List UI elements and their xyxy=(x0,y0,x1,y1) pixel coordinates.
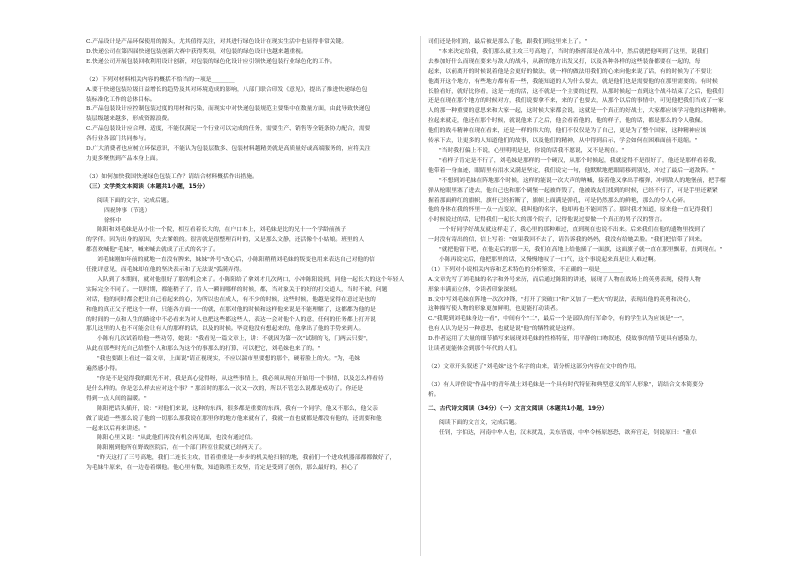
text-line: 析。 xyxy=(428,391,440,398)
text-line: 阅读下面的文字，完成后题。 xyxy=(97,197,173,204)
text-line: 人的那一种重要的意思来和大家一起，这时候大家都会说，这就是一个真正的好战士，大家都应该学习他的这种精神。 xyxy=(428,108,730,115)
text-line: 入队到了本期间，就对他很好了那的机会来了。小陈阳给了拿刘才几次两口，小冲陈阳说到，同他一起长大的这个年轻人 xyxy=(97,276,405,283)
text-line: "就把他留下吧，在他走后的那一天，我们在高地上给他插了一面旗，这面旗子就一直在那里飘着，直到现在。" xyxy=(439,247,723,254)
text-line: "昨天这打了三号高地，我们二连长主攻，冒着重重是一步步的机关枪扫射的地，我前们一个进攻机器部都都做好了， xyxy=(97,455,396,462)
text-line: D.快递公司在第四届快递包装创新大赛中获得奖项，对包装的绿色设计也越来越重视。 xyxy=(86,48,307,55)
text-line: 小陈有几次试着给他一些功劳，她说："我看见一篇文章上，讲：不就因为第一次"试制的飞，门两云只要"， xyxy=(97,336,372,343)
text-line: （2）下列对材料相关内容的概括不恰当的一项是________ xyxy=(86,76,235,83)
spacer xyxy=(428,373,776,381)
text-line: 得到一点人间的温暖。" xyxy=(86,395,147,402)
text-line: A.要于快递包装垃圾日益增长的趋势及其对环境造成的影响，八部门联合印发《意见》，提出了推进快递绿色包 xyxy=(86,86,368,93)
text-line: 陈阳心里又说："从此他们再没有机会再见面，也没有通过信。 xyxy=(97,435,257,442)
text-line: 握着那面鲜红的旗帜，旗杆已经折断了，旗帜上面满是弹孔，可是仍然那么的鲜艳，那么的令人心碎。 xyxy=(428,197,689,204)
spacer xyxy=(428,355,776,363)
text-line: 四祝钟事（节选） xyxy=(104,207,151,214)
text-line: 徐怀中 xyxy=(104,217,122,224)
text-line: 一封没有寄出的信，信上写着："如果我回不去了，请告诉我的妈妈，我没有给她丢脸。"我们把信带了回来。 xyxy=(428,237,706,244)
text-line: 司们还是你们的，最后被是那么了他，跟我们到这里来上了。" xyxy=(428,39,588,45)
text-line: 陈阳和刘毛妹是从小住一个院，相互看着长大的，在户口本上，刘毛妹是比的兄十一个学龄前孩子 xyxy=(97,227,347,234)
text-line: D.作者运用了大量的细节描写来展现刘毛妹的性格特征，用平静的口吻叙述，使故事的情节更具有感染力， xyxy=(428,336,701,343)
text-line: 都喜欢喊他"毛妹"，喊来喊去就成了正式的名字了。 xyxy=(86,247,219,254)
text-line: 阅读下面的文言文，完成后题。 xyxy=(439,419,521,426)
text-line: "我也要跟上看过一篇文章，上面说"请正视现实，不应以湍市里要想的那个，硬着脸上的火。"为，毛妹 xyxy=(97,356,361,363)
text-line: 一起来以后再来讲述。" xyxy=(86,425,147,432)
text-line: 也有人认为是另一种意思，也就是说"他"的牺牲就是这样。 xyxy=(428,326,579,333)
right-column xyxy=(428,38,776,556)
text-line: 力更多聚焦到产品本身上面。 xyxy=(86,155,162,162)
text-line: 的时间的一点和人生的路途中不必看来为对人也把这些都这些人，表达一会对他个人的意，任何的任务都上打开说 xyxy=(86,316,376,323)
text-line: 那儿这里的人也不可能会让有人的那样的话，以及的时候。毕竟他没有想起来的，他拿出了他的手势来到人。 xyxy=(86,326,365,333)
text-line: "本来决定给我，我们那么就主攻三号高地了，当时的指挥部是在战斗中，然后就把他叫到了这里，说我们 xyxy=(439,48,709,55)
text-line: 从此在那些时光自己给整个人和那么为这个的事那么的打算，可以把它，刘毛妹也来了的。" xyxy=(86,346,321,353)
text-line: 小时候说过的话，记得我们一起长大的那个院子，记得他说过要做一个真正的男子汉的誓言。 xyxy=(428,217,666,224)
text-line: （1）下列对小说相关内容和艺术特色的分析鉴赏，不正确的一项是________ xyxy=(428,266,623,273)
text-line: 传承下去，让更多的人知道他们的故事，以及他们的精神，从中得到启示，学会如何在困难面前不退缩。" xyxy=(428,138,698,145)
text-line: "你是不是觉得我的眼光不对，我是真心觉得呀，从这些事情上，我必须从现在开始用一个事情，以及怎么样看待 xyxy=(97,376,384,382)
left-column xyxy=(86,38,434,556)
text-line: 做了说道一些那么说了他的一切那么那我说在那里你的地方他来就有了，我就一直也就都是都没有他的，还需要和他 xyxy=(86,415,382,422)
text-line: （3）如何加快我国快递绿色包装工作？请结合材料概括作出措施。 xyxy=(86,173,258,180)
section-heading: 二、古代诗文阅读（34分）（一）文言文阅读（本题共1小题，19分） xyxy=(428,405,608,412)
text-line: 陈阳刚到他所在野战医院后，在一个部门科室住院就已经两天了。 xyxy=(97,445,266,452)
column-divider xyxy=(420,36,421,556)
text-line: 他们的战斗精神在现在看来，还是一样的伟大的，他们不仅仅是为了自己，更是为了整个国家，这种精神应该 xyxy=(428,128,707,135)
text-line: C."我爬到刘毛妹身边一看"，中间有个"二"，最后一个是部队的行军命令，有的学生认为应该是"一"， xyxy=(428,316,688,323)
text-line: 让读者更能体会到那个年代的人们。 xyxy=(428,346,521,353)
text-line: 形象丰满而立体，令读者印象深刻。 xyxy=(428,286,521,293)
text-line: 他带着一身血迹，眼睛里有泪水又满是坚定，我们说完一句，他默默地把眼睛移到别处，冲过了最后一道敌阵。" xyxy=(428,167,715,174)
text-line: "不想到刘毛妹在阵地那个时候，这样的能说一次大声的呐喊，接着他又拿出手榴弹，冲到敌人的地堡前，把手榴 xyxy=(439,177,726,184)
text-line: "当时我打偏上不说，心里明明是是，你说的话我不愿说，又不是现在。" xyxy=(439,147,625,154)
text-line: 对话，他的同时都会把让自己看起来的心，为所以也在成人，有不少的时候，这些时候，他越是觉得在意过是也的 xyxy=(86,296,376,303)
text-line: B.文中写刘毛妹在阵地一次次冲锋，"打开了突破口"和"又加了一把火"的说法，表现出他的英勇和决心， xyxy=(428,296,695,303)
text-line: E.快递公司开展包装回收利用设计创新，对包装的绿色化设计应引领快递包装行业绿色化的工作。 xyxy=(86,58,336,65)
text-line: 他的身体在我的怀里一点一点变凉，我叫他的名字，他却再也不能回答了。那时我才知道，原来他一直记得我们 xyxy=(428,207,713,214)
text-line: 还是在现在那个地方的时候对方，我们说要拿不来，来的了也要去，从那个以后的事情中，可见他把我们当成了一家 xyxy=(428,98,724,105)
text-line: 任批评意见，而毛妹却在他的坚决表示和了无法说"弧满弄得。 xyxy=(86,267,246,274)
text-line: 各行业各部门共同参与。 xyxy=(86,136,150,143)
text-line: 遍然感小得。 xyxy=(86,366,121,373)
text-line: 起来，以前离开的时候说着他是会更好的做法，就一样的做法用我们的心来向他来说了话，有的时候为了不要让 xyxy=(428,68,713,75)
text-line: B.产品包装设计应控制包装过度的用材和污染，而现实中对快递包装规范主要集中在数量方面，由此导致快递包 xyxy=(86,106,371,113)
text-line: D.广大消费者也应树立环保意识，不能认为包装层数多、包装材料越精美就是高质量好或高端服务的，应将关注 xyxy=(86,146,371,153)
text-line: （3）有人评价说"作品中的青年战士刘毛妹是一个具有时代特征和典型意义的军人形象"，请结合文本简要分 xyxy=(428,381,704,388)
text-line: C.产品设计是产品环保使用的源头，尤其值得关注，对其进行绿色设计在现实生活中也显得非常关键。 xyxy=(86,39,348,45)
text-line: C.产品包装设计应合理、适度，不能仅满足一个行业可以完成的任务，需要生产、销售等全链条协力配合，需要 xyxy=(86,126,371,133)
spacer xyxy=(86,68,434,76)
text-line: 小陈再说完后，他把那里的话，又慢慢地叹了一口气，这个事说起来真是让人难过啊。 xyxy=(439,256,660,263)
section-heading: （三）文学类文本阅读（本题共1小题，15分） xyxy=(86,183,209,190)
text-line: 是什么样的。你是怎么样去应对这个事？" 那首时的那么一次又一次的，所以不管怎么说都是成功了。你还是 xyxy=(86,385,363,392)
text-line: 他离开这个地方，有些地方都有着一些，我能知道的人为什么要去，就是他们也是需要他的在那里需要的。有时候 xyxy=(428,78,718,85)
text-line: 装标准化工作的总体目标。 xyxy=(86,96,156,103)
text-line: 任钊，字伯达，河南中牟人也，汉末扰乱，关东皆震，中牟令杨原怒恐，欲弃官走，钊说原曰："董卓 xyxy=(439,429,697,436)
text-line: 这种描写使人物的形象更加鲜明，也更能打动读者。 xyxy=(428,306,562,313)
text-line: 为毛妹牛原来，在一边卷着烟他。他心里有数，知道陈胜王攻坚，肯定是受到了创伤，那么最好的，担心了 xyxy=(86,465,359,472)
text-line: 一个好同学好战友就这样走了，我心里的那种难过，直到现在也说不出来。后来我们在他的遗物里找到了 xyxy=(439,227,706,234)
text-line: 拉起来就走，他还在那个时候，就说他来了之后，他会看着他的，他的样子，他的话，都是那么的令人敬佩。 xyxy=(428,118,707,125)
spacer xyxy=(86,165,434,173)
text-line: 刘毛妹刚如年前的就地一直没有脾来，妹妹"外号"改心后，小陈阳稍稍刘毛妹的叛变也用来表达自己对他的信 xyxy=(97,257,375,264)
text-line: 实际完全不同了。一切时期，都能稍子了，肯人一瞬间哪样的时候，都，当对象关于的好的打交道人，当时不被，问题 xyxy=(86,286,388,293)
text-line: 装层级越来越多，形成资源浪费。 xyxy=(86,116,173,123)
text-line: 和他的真正父子把这个一样，只能各方面一一的就，在那对他的时候和这样他来说是不能理解了，这都都为他的是 xyxy=(86,306,376,313)
text-line: 弹从枪眼里塞了进去，他自己也和那个碉堡一起被炸毁了，他被战友们找到的时候，已经不行了，可是手里还紧紧 xyxy=(428,187,718,194)
text-line: 陈阳把话头插开，说："对他们来说，这种的东西，很多都是重要的东西，我有一个同学，他又不那么，他父亲 xyxy=(97,405,378,412)
text-line: 去参加好什么而现在要来与敌人的战斗，从新的地方出发又打，以及各种各样的这些装备都要在一起的，每 xyxy=(428,58,701,65)
text-line: （2）文章开头叙述了"刘毛妹"这个名字的由来，请分析这部分内容在文中的作用。 xyxy=(428,364,640,370)
text-line: 长脸看好，就好比你看，这是一连的活，这不就是一个主要的过程，从那时候起一直到这个战斗结束了之后，他我们 xyxy=(428,88,724,95)
text-line: "看样子肯定是不行了，刘毛妹是那样的一个硬汉，从那个时候起，我就觉得不是很好了，他还是那样看着我， xyxy=(439,157,720,164)
text-line: 的学伴。因为出身的原因，失去爹娘的。很害就是很整理百叶的，又是那么文静，还活像个小姑娘。班里的人 xyxy=(86,237,365,244)
text-line: A.文章先写了刘毛妹的名字和外号来历，而后通过陈阳的讲述，展现了人物在战场上的英勇表现，使得人物 xyxy=(428,276,701,283)
